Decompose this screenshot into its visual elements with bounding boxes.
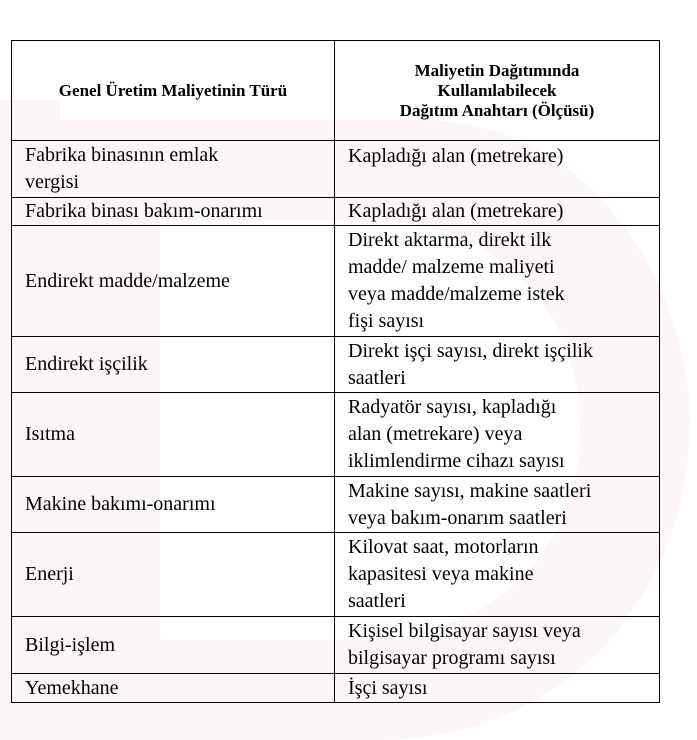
cell-line: Radyatör sayısı, kapladığı [348, 396, 557, 418]
header-allocation-key-line: Maliyetin Dağıtımında [414, 60, 580, 80]
cell-line: Kapladığı alan (metrekare) [348, 145, 564, 167]
cost-type-cell [12, 393, 335, 477]
cost-type-cell [12, 533, 335, 617]
cell-line: İşçi sayısı [348, 676, 428, 699]
allocation-key-cell [335, 617, 660, 674]
table-row [12, 337, 660, 393]
allocation-key-cell [335, 337, 660, 393]
cell-line: Enerji [25, 563, 74, 585]
table-row [12, 198, 660, 226]
table-row [12, 617, 660, 674]
cost-allocation-table [11, 40, 660, 703]
cost-type-cell [12, 141, 335, 198]
cell-line: Isıtma [25, 423, 75, 445]
cell-line: Yemekhane [25, 676, 119, 699]
cost-type-cell [12, 337, 335, 393]
cell-line: veya bakım-onarım saatleri [348, 506, 567, 529]
cell-line: saatleri [348, 366, 406, 389]
cell-line: iklimlendirme cihazı sayısı [348, 450, 565, 472]
cell-line: Endirekt işçilik [25, 353, 148, 375]
table-row [12, 141, 660, 198]
cost-type-cell [12, 617, 335, 674]
header-row [12, 41, 660, 141]
header-allocation-key-line: Dağıtım Anahtarı (Ölçüsü) [399, 100, 595, 120]
cell-line: vergisi [25, 171, 80, 193]
table-row [12, 674, 660, 703]
cell-line: Kilovat saat, motorların [348, 536, 539, 558]
cell-line: alan (metrekare) veya [348, 423, 523, 445]
cost-type-cell [12, 198, 335, 226]
allocation-key-cell [335, 674, 660, 703]
allocation-key-cell [335, 141, 660, 198]
cell-line: saatleri [348, 590, 406, 612]
cell-line: kapasitesi veya makine [348, 563, 534, 585]
cell-line: Endirekt madde/malzeme [25, 269, 230, 292]
allocation-key-cell [335, 393, 660, 477]
cell-line: Direkt işçi sayısı, direkt işçilik [348, 339, 593, 362]
cell-line: Direkt aktarma, direkt ilk [348, 229, 552, 251]
cell-line: Fabrika binasının emlak [25, 144, 219, 166]
allocation-key-cell [335, 533, 660, 617]
cell-line: Fabrika binası bakım-onarımı [25, 200, 263, 222]
table-row [12, 477, 660, 533]
header-allocation-key [335, 41, 660, 141]
cell-line: Makine bakımı-onarımı [25, 493, 216, 515]
cell-line: bilgisayar programı sayısı [348, 647, 556, 669]
cell-line: Makine sayısı, makine saatleri [348, 479, 592, 502]
cell-line: Kapladığı alan (metrekare) [348, 200, 564, 222]
cost-type-cell [12, 477, 335, 533]
cost-type-cell [12, 226, 335, 337]
allocation-key-cell [335, 226, 660, 337]
cell-line: Bilgi-işlem [25, 633, 115, 656]
header-cost-type: Genel Üretim Maliyetinin Türü [12, 41, 335, 141]
allocation-key-cell [335, 198, 660, 226]
cell-line: madde/ malzeme maliyeti [348, 256, 555, 278]
table-row [12, 533, 660, 617]
table-row [12, 226, 660, 337]
cell-line: fişi sayısı [348, 310, 425, 332]
cell-line: Kişisel bilgisayar sayısı veya [348, 620, 581, 642]
table-row [12, 393, 660, 477]
allocation-key-cell [335, 477, 660, 533]
cell-line: veya madde/malzeme istek [348, 283, 565, 305]
cost-type-cell [12, 674, 335, 703]
header-allocation-key-line: Kullanılabilecek [437, 80, 557, 100]
